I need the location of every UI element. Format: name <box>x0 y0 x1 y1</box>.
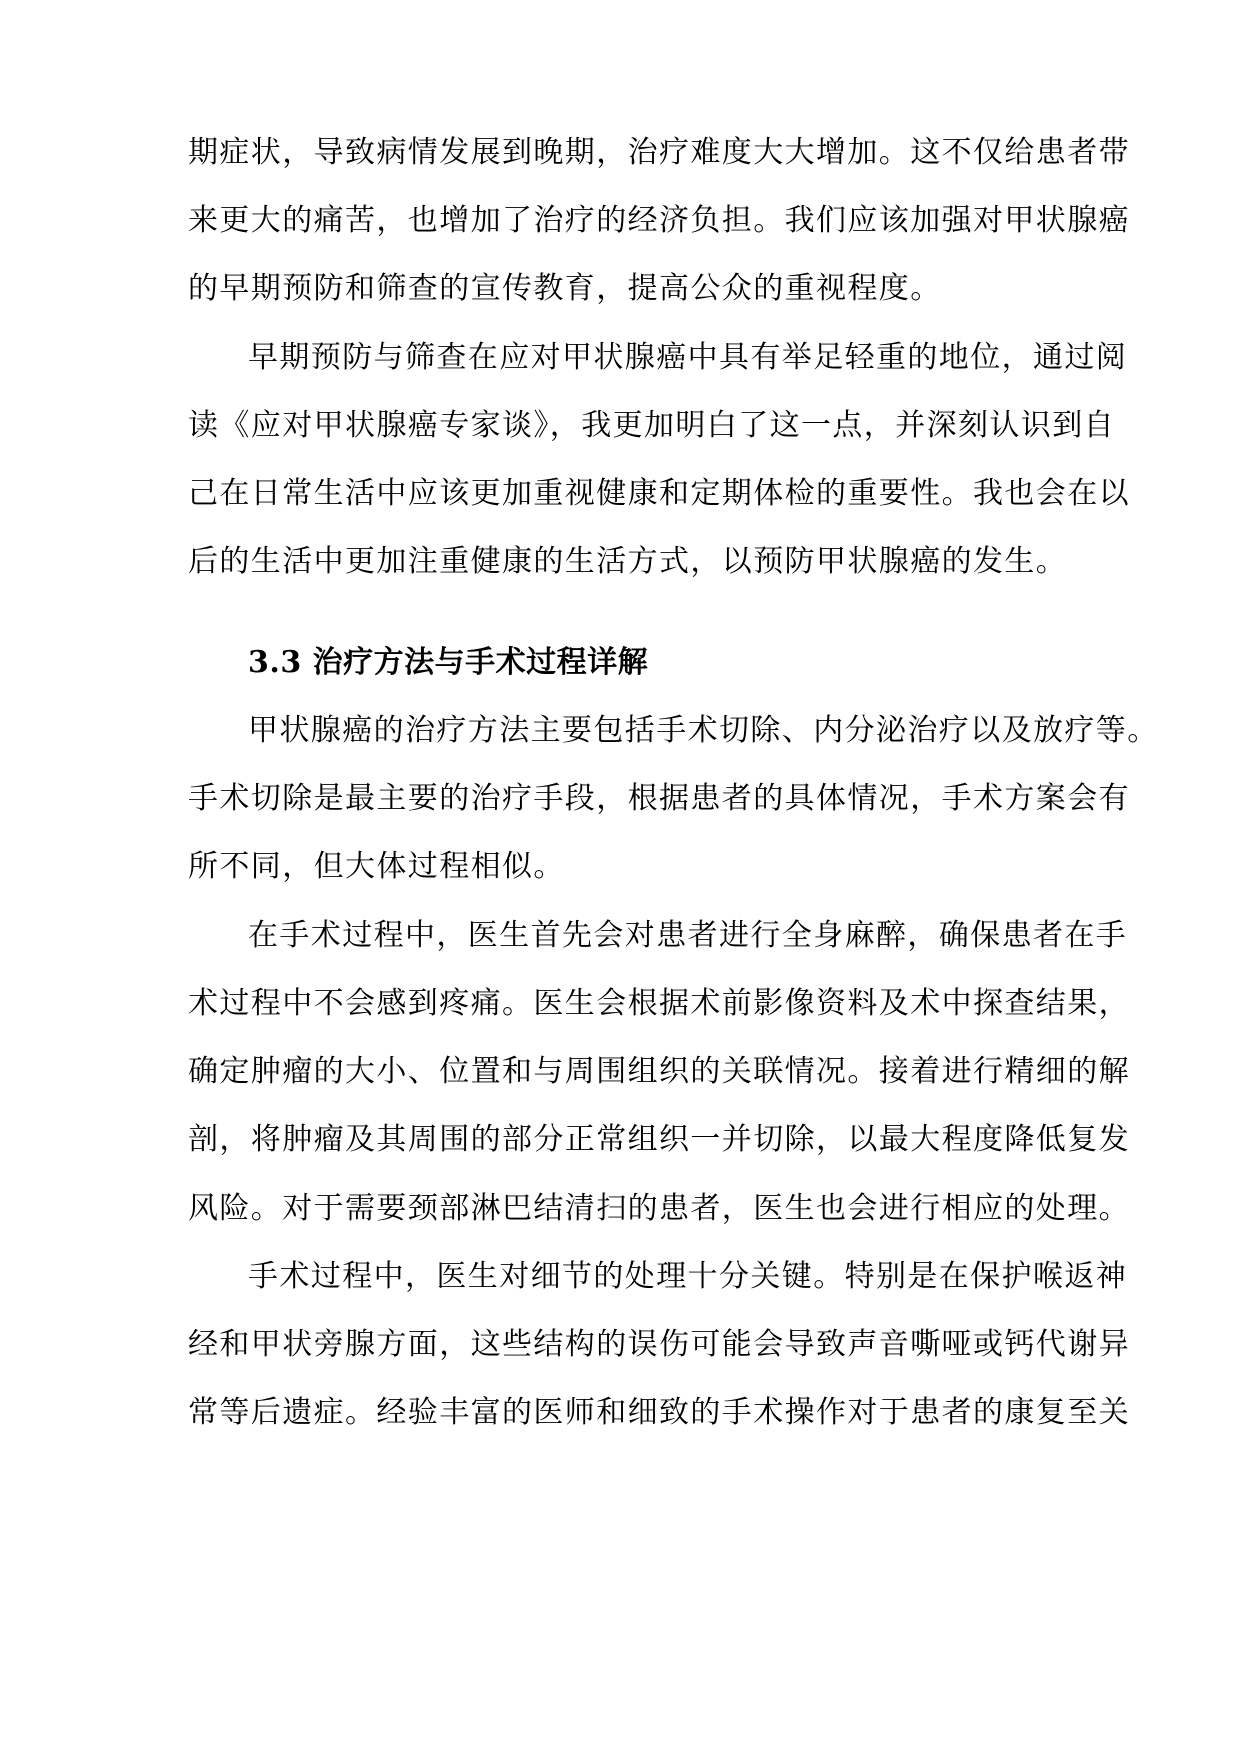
section-paragraph-2-line-4: 剖，将肿瘤及其周围的部分正常组织一并切除，以最大程度降低复发 <box>188 1122 1130 1157</box>
section-paragraph-1-line-2: 手术切除是最主要的治疗手段，根据患者的具体情况，手术方案会有 <box>188 781 1130 816</box>
section-paragraph-2-line-2: 术过程中不会感到疼痛。医生会根据术前影像资料及术中探查结果， <box>188 986 1130 1021</box>
section-paragraph-2-line-5: 风险。对于需要颈部淋巴结清扫的患者，医生也会进行相应的处理。 <box>188 1191 1130 1226</box>
section-paragraph-3-line-1: 手术过程中，医生对细节的处理十分关键。特别是在保护喉返神 <box>248 1259 1128 1294</box>
paragraph-2-line-4: 后的生活中更加注重健康的生活方式，以预防甲状腺癌的发生。 <box>188 544 1068 579</box>
paragraph-2-line-3: 己在日常生活中应该更加重视健康和定期体检的重要性。我也会在以 <box>188 476 1130 511</box>
paragraph-1-line-3: 的早期预防和筛查的宣传教育，提高公众的重视程度。 <box>188 271 942 306</box>
paragraph-2-line-2: 读《应对甲状腺癌专家谈》，我更加明白了这一点，并深刻认识到自 <box>188 408 1115 443</box>
section-paragraph-3-line-2: 经和甲状旁腺方面，这些结构的误伤可能会导致声音嘶哑或钙代谢异 <box>188 1327 1130 1362</box>
paragraph-1-line-1: 期症状，导致病情发展到晚期，治疗难度大大增加。这不仅给患者带 <box>188 135 1130 170</box>
paragraph-2-line-1: 早期预防与筛查在应对甲状腺癌中具有举足轻重的地位，通过阅 <box>248 340 1128 375</box>
paragraph-1-line-2: 来更大的痛苦，也增加了治疗的经济负担。我们应该加强对甲状腺癌 <box>188 203 1130 238</box>
section-paragraph-2-line-1: 在手术过程中，医生首先会对患者进行全身麻醉，确保患者在手 <box>248 918 1128 953</box>
section-heading: 3.3 治疗方法与手术过程详解 <box>248 645 649 680</box>
section-paragraph-2-line-3: 确定肿瘤的大小、位置和与周围组织的关联情况。接着进行精细的解 <box>188 1054 1130 1089</box>
section-paragraph-3-line-3: 常等后遗症。经验丰富的医师和细致的手术操作对于患者的康复至关 <box>188 1395 1130 1430</box>
section-paragraph-1-line-1: 甲状腺癌的治疗方法主要包括手术切除、内分泌治疗以及放疗等。 <box>248 713 1159 748</box>
section-paragraph-1-line-3: 所不同，但大体过程相似。 <box>188 849 565 884</box>
